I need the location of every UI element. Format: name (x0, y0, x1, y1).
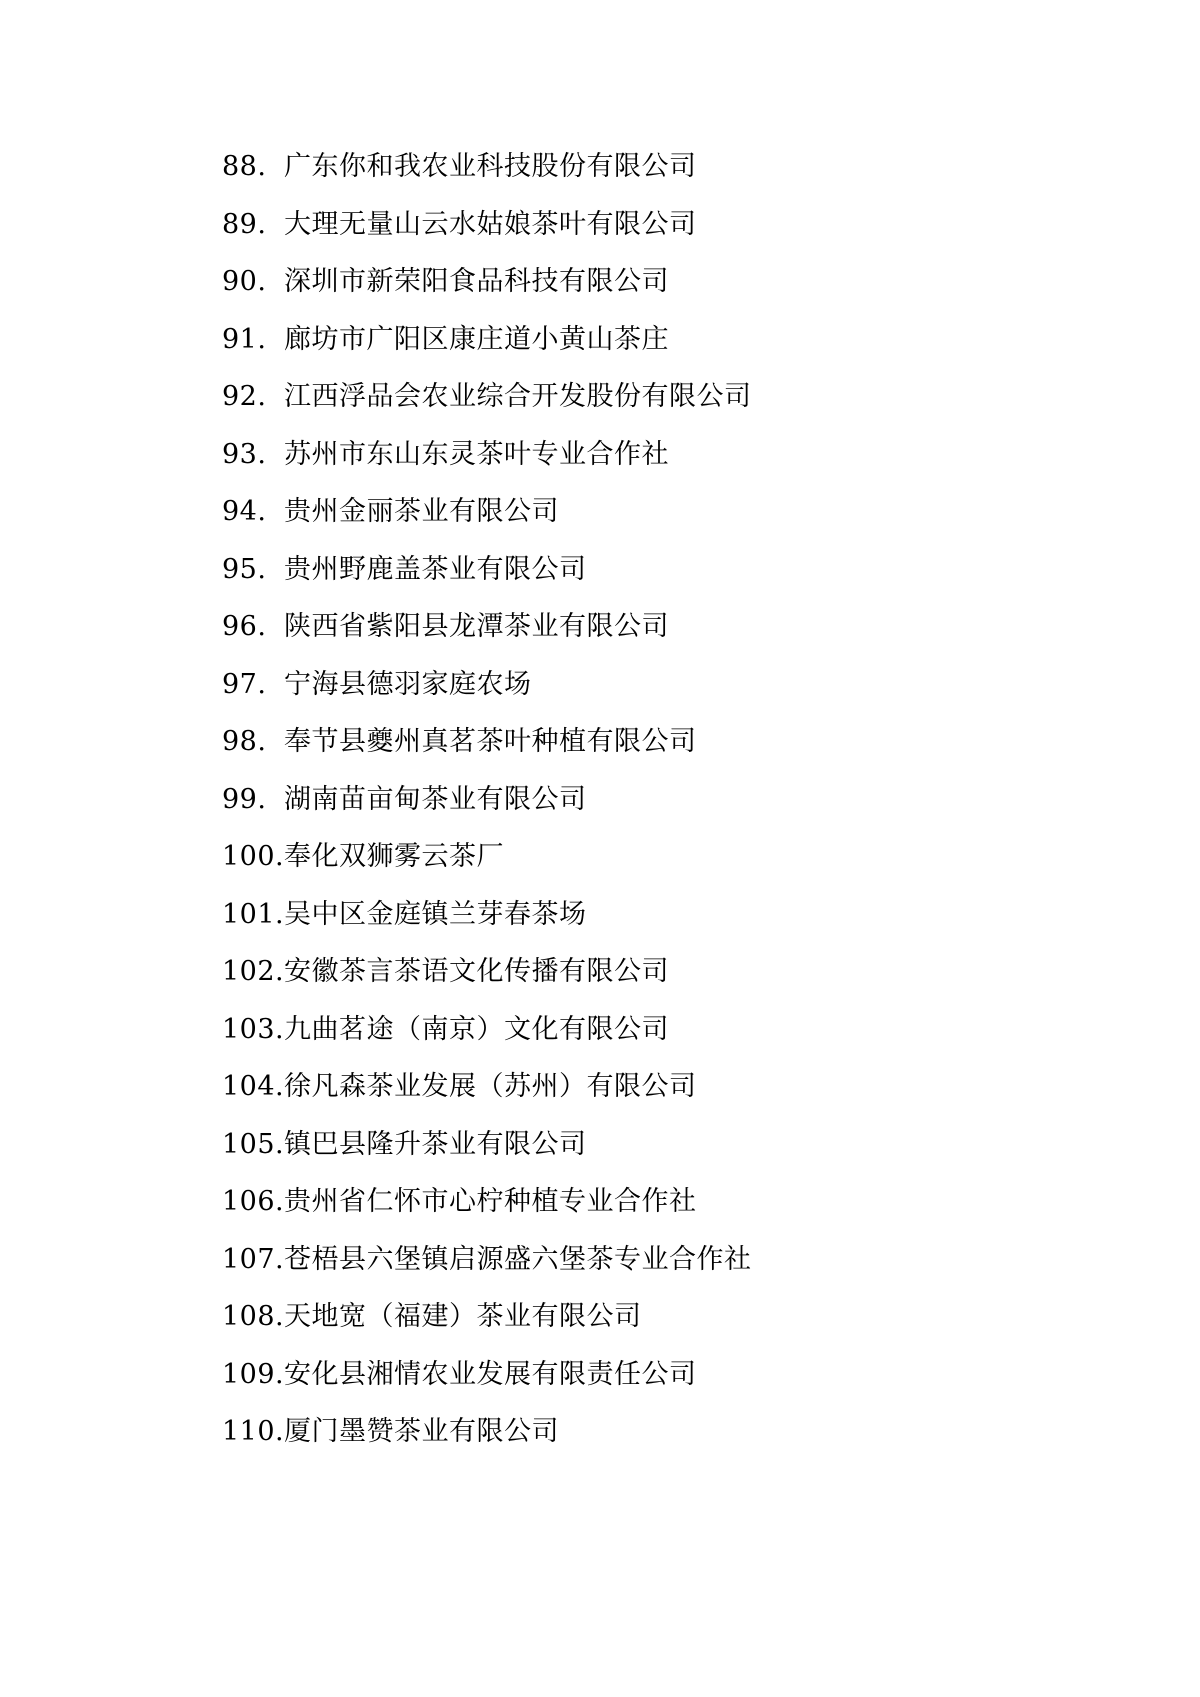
list-item (222, 1173, 1022, 1231)
list-item-number: 90. (222, 266, 267, 297)
list-item-number: 102. (222, 956, 285, 987)
list-item-label: 廊坊市广阳区康庄道小黄山茶庄 (284, 323, 669, 355)
list-item (222, 1001, 1022, 1059)
list-item (222, 713, 1022, 771)
list-item-label: 广东你和我农业科技股份有限公司 (284, 151, 697, 182)
list-item-number: 89. (222, 208, 267, 240)
list-item (222, 541, 1022, 599)
numbered-company-list (222, 138, 1022, 1461)
list-item (222, 886, 1022, 944)
list-item-number: 103. (222, 1013, 285, 1045)
list-item-number: 91. (222, 323, 267, 355)
list-item-number: 110. (222, 1416, 285, 1447)
list-item-number: 101. (222, 898, 285, 930)
list-item-label: 江西浮品会农业综合开发股份有限公司 (284, 381, 752, 412)
list-item-number: 97. (222, 668, 267, 700)
list-item (222, 1116, 1022, 1174)
list-item (222, 1288, 1022, 1346)
list-item-number: 93. (222, 438, 267, 470)
list-item-number: 104. (222, 1071, 285, 1102)
list-item (222, 426, 1022, 484)
list-item-number: 107. (222, 1243, 285, 1275)
list-item (222, 368, 1022, 426)
list-item (222, 598, 1022, 656)
list-item-number: 106. (222, 1186, 285, 1217)
list-item-label: 贵州金丽茶业有限公司 (284, 496, 559, 527)
list-item (222, 1346, 1022, 1404)
list-item-label: 苏州市东山东灵茶叶专业合作社 (284, 438, 669, 470)
list-item-label: 安徽茶言茶语文化传播有限公司 (284, 956, 669, 987)
list-item-label: 天地宽（福建）茶业有限公司 (284, 1301, 642, 1332)
list-item-number: 100. (222, 841, 285, 872)
list-item-label: 九曲茗途（南京）文化有限公司 (284, 1013, 669, 1045)
list-item-number: 94. (222, 496, 267, 527)
list-item (222, 828, 1022, 886)
list-item-number: 105. (222, 1128, 285, 1160)
list-item (222, 138, 1022, 196)
list-item-label: 厦门墨赞茶业有限公司 (284, 1416, 559, 1447)
list-item (222, 1058, 1022, 1116)
list-item-number: 99. (222, 783, 267, 815)
list-item-label: 贵州野鹿盖茶业有限公司 (284, 553, 587, 585)
list-item-label: 徐凡森茶业发展（苏州）有限公司 (284, 1071, 697, 1102)
list-item-number: 98. (222, 726, 267, 757)
list-item-label: 吴中区金庭镇兰芽春茶场 (284, 898, 587, 930)
list-item-label: 宁海县德羽家庭农场 (284, 668, 532, 700)
list-item (222, 1231, 1022, 1289)
list-item-label: 奉节县夔州真茗茶叶种植有限公司 (284, 726, 697, 757)
list-item (222, 771, 1022, 829)
list-item-number: 95. (222, 553, 267, 585)
list-item (222, 656, 1022, 714)
list-item-number: 88. (222, 151, 267, 182)
list-item-label: 陕西省紫阳县龙潭茶业有限公司 (284, 611, 669, 642)
list-item (222, 1403, 1022, 1461)
list-item-label: 奉化双狮雾云茶厂 (284, 841, 504, 872)
list-item (222, 253, 1022, 311)
list-item-label: 贵州省仁怀市心柠种植专业合作社 (284, 1186, 697, 1217)
list-item-number: 109. (222, 1358, 285, 1390)
list-item-label: 安化县湘情农业发展有限责任公司 (284, 1358, 697, 1390)
list-item-label: 苍梧县六堡镇启源盛六堡茶专业合作社 (284, 1243, 752, 1275)
list-item-label: 大理无量山云水姑娘茶叶有限公司 (284, 208, 697, 240)
list-item-number: 96. (222, 611, 267, 642)
list-item (222, 196, 1022, 254)
list-item-label: 镇巴县隆升茶业有限公司 (284, 1128, 587, 1160)
list-item (222, 943, 1022, 1001)
list-item-label: 深圳市新荣阳食品科技有限公司 (284, 266, 669, 297)
list-item (222, 311, 1022, 369)
list-item-label: 湖南苗亩甸茶业有限公司 (284, 783, 587, 815)
list-item (222, 483, 1022, 541)
list-item-number: 92. (222, 381, 267, 412)
list-item-number: 108. (222, 1301, 285, 1332)
